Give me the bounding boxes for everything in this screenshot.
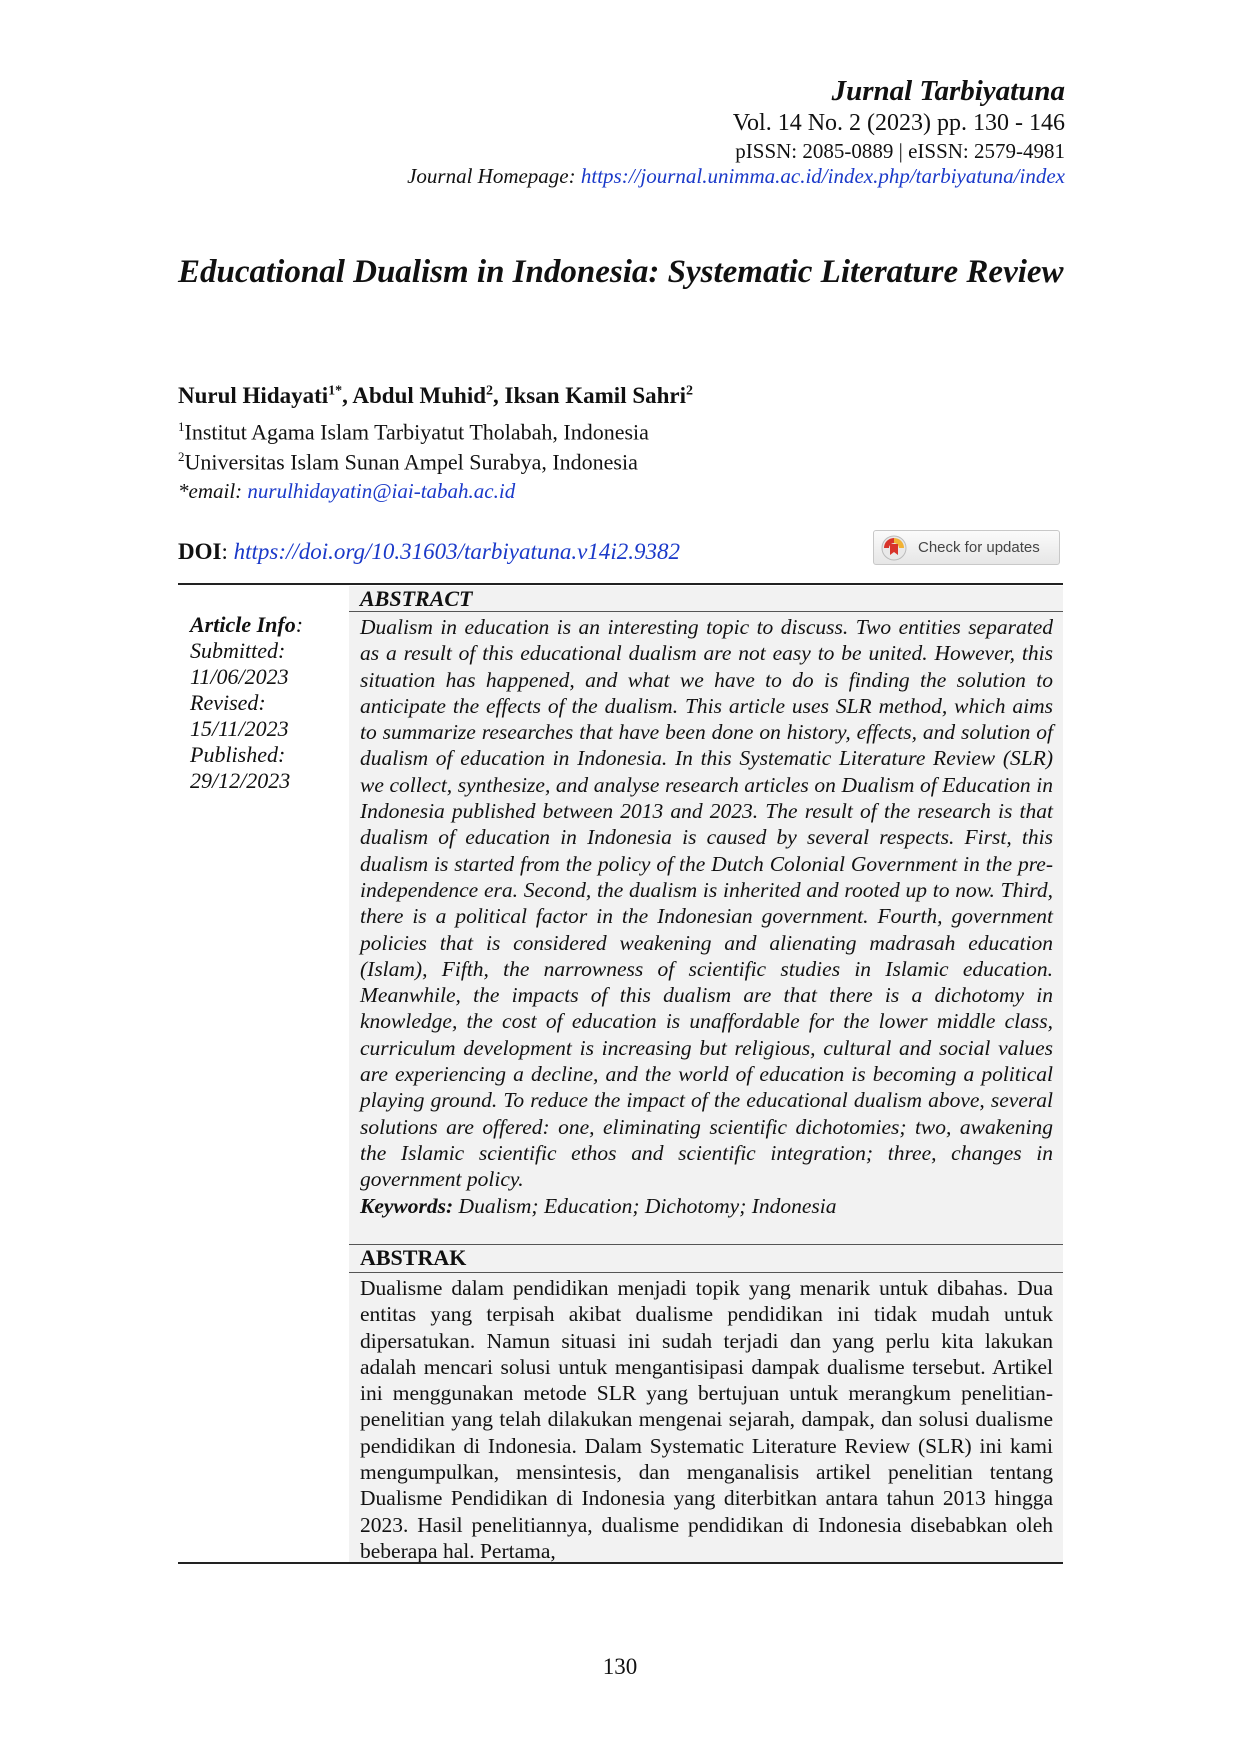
abstrak-heading: ABSTRAK xyxy=(349,1245,1063,1273)
affiliation xyxy=(178,449,638,475)
doi-link[interactable]: https://doi.org/10.31603/tarbiyatuna.v14i2.9382 xyxy=(233,539,680,564)
journal-volume: Vol. 14 No. 2 (2023) pp. 130 - 146 xyxy=(732,110,1065,137)
article-info xyxy=(190,612,303,794)
check-for-updates-icon xyxy=(881,535,907,561)
doi-separator: : xyxy=(221,539,234,564)
article-info-colon: : xyxy=(295,612,304,637)
author-name: Nurul Hidayati xyxy=(178,383,329,408)
article-info-heading: Article Info xyxy=(190,612,296,637)
author-superscript: 2 xyxy=(686,383,694,399)
published-date: 29/12/2023 xyxy=(190,768,291,793)
top-divider xyxy=(178,583,1063,585)
author-superscript: 1* xyxy=(328,383,343,399)
affiliation-text: Universitas Islam Sunan Ampel Surabya, Indonesia xyxy=(184,449,638,475)
affiliation-text: Institut Agama Islam Tarbiyatut Tholabah, Indonesia xyxy=(184,419,649,445)
submitted-date: 11/06/2023 xyxy=(190,664,289,689)
revised-label: Revised: xyxy=(190,690,266,715)
abstrak-text: Dualisme dalam pendidikan menjadi topik yang menarik untuk dibahas. Dua entitas yang terpisah akibat dualisme pendidikan ini tidak mudah untuk dipersatukan. Namun situasi ini sudah terjadi dan yang perlu kita lakukan adalah mencari solusi untuk mengantisipasi dampak dualisme tersebut. Artikel ini menggunakan metode SLR yang bertujuan untuk merangkum penelitian-penelitian yang telah dilakukan mengenai sejarah, dampak, dan solusi dualisme pendidikan di Indonesia. Dalam Systematic Literature Review (SLR) ini kami mengumpulkan, mensintesis, dan menganalisis artikel penelitian tentang Dualisme Pendidikan di Indonesia yang diterbitkan antara tahun 2013 hingga 2023. Hasil penelitiannya, dualisme pendidikan di Indonesia disebabkan oleh beberapa hal. Pertama, xyxy=(360,1276,1053,1563)
abstrak-section xyxy=(349,1245,1063,1562)
bottom-divider xyxy=(178,1562,1063,1564)
corresponding-email xyxy=(178,479,515,504)
revised-date: 15/11/2023 xyxy=(190,716,289,741)
author-superscript: 2 xyxy=(486,383,494,399)
email-label: *email: xyxy=(178,479,248,503)
submitted-label: Submitted: xyxy=(190,638,286,663)
journal-homepage xyxy=(407,164,1065,190)
article-title: Educational Dualism in Indonesia: Systematic Literature Review xyxy=(178,254,1064,290)
doi-line xyxy=(178,539,680,565)
affiliation-superscript: 1 xyxy=(178,419,185,434)
author-name: Abdul Muhid xyxy=(352,383,487,408)
affiliation xyxy=(178,419,649,445)
homepage-label: Journal Homepage: xyxy=(407,164,581,189)
affiliation-superscript: 2 xyxy=(178,449,185,464)
check-for-updates-button[interactable] xyxy=(873,530,1060,565)
article-info-heading-line xyxy=(190,612,303,638)
published-label: Published: xyxy=(190,742,286,767)
doi-label: DOI xyxy=(178,539,222,564)
homepage-link[interactable]: https://journal.unimma.ac.id/index.php/tarbiyatuna/index xyxy=(580,164,1065,189)
journal-issn: pISSN: 2085-0889 | eISSN: 2579-4981 xyxy=(735,138,1065,163)
author-separator: , xyxy=(493,383,505,408)
check-for-updates-label: Check for updates xyxy=(918,539,1040,556)
journal-name: Jurnal Tarbiyatuna xyxy=(831,75,1065,107)
keywords-text: Dualism; Education; Dichotomy; Indonesia xyxy=(453,1193,837,1218)
author-separator: , xyxy=(342,383,353,408)
abstract-section xyxy=(349,586,1063,1245)
abstract-heading: ABSTRACT xyxy=(349,586,1063,612)
author-list xyxy=(178,383,693,409)
keywords-label: Keywords: xyxy=(360,1193,454,1218)
abstract-text: Dualism in education is an interesting topic to discuss. Two entities separated as a result of this educational dualism are not easy to be united. However, this situation has happened, and what we have to do is finding the solution to anticipate the effects of the dualism. This article uses SLR method, which aims to summarize researches that have been done on history, effects, and solution of dualism of education in Indonesia. In this Systematic Literature Review (SLR) we collect, synthesize, and analyse research articles on Dualism of Education in Indonesia published between 2013 and 2023. The result of the research is that dualism of education in Indonesia is caused by several respects. First, this dualism is started from the policy of the Dutch Colonial Government in the pre-independence era. Second, the dualism is inherited and rooted up to now. Third, there is a political factor in the Indonesian government. Fourth, government policies that is considered weakening and alienating madrasah education (Islam), Fifth, the narrowness of scientific studies in Islamic education. Meanwhile, the impacts of this dualism are that there is a dichotomy in knowledge, the cost of education is unaffordable for the lower middle class, curriculum development is increasing but religious, cultural and social values are experiencing a decline, and the world of education is becoming a political playing ground. To reduce the impact of the educational dualism above, several solutions are offered: one, eliminating scientific dichotomies; two, awakening the Islamic scientific ethos and scientific integration; three, changes in government policy. xyxy=(360,615,1053,1192)
author-name: Iksan Kamil Sahri xyxy=(504,383,687,408)
page-number: 130 xyxy=(602,1654,638,1679)
email-link[interactable]: nurulhidayatin@iai-tabah.ac.id xyxy=(247,479,516,503)
keywords-line xyxy=(349,1193,1063,1219)
journal-header xyxy=(407,74,1065,190)
